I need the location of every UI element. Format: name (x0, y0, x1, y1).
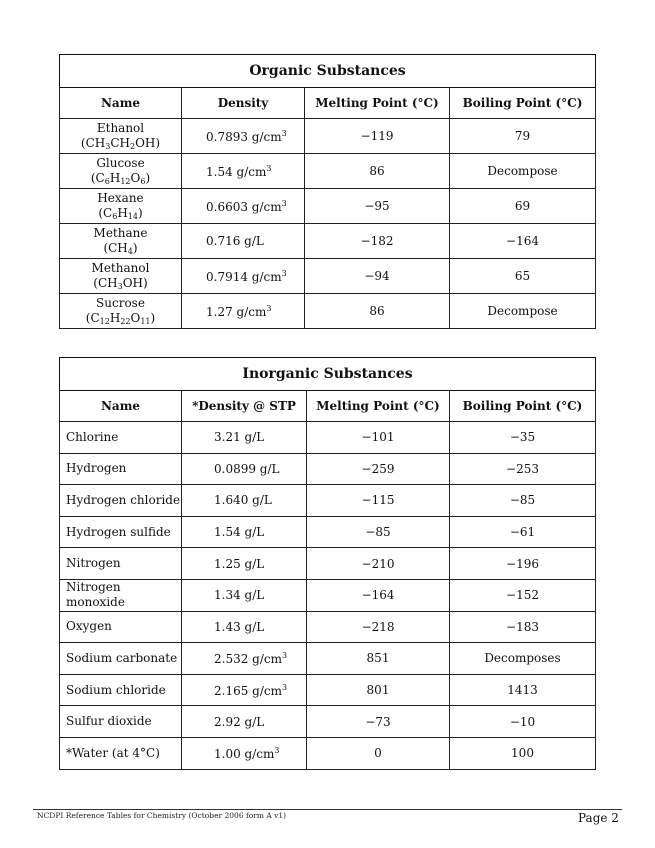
density-value: 2.165 g/cm (214, 683, 282, 698)
formula-text: (CH (103, 240, 128, 255)
boiling-point-cell: −196 (450, 548, 596, 580)
organic-density-cell (182, 224, 305, 259)
density-unit-exponent: 3 (281, 268, 287, 278)
boiling-point-cell: −183 (450, 611, 596, 643)
chemical-formula (98, 206, 142, 220)
table-row (60, 453, 596, 485)
chemical-formula (93, 276, 147, 290)
inorganic-density-cell (182, 422, 307, 454)
melting-point-cell: −210 (307, 548, 450, 580)
table-row (60, 737, 596, 769)
formula-subscript: 12 (120, 176, 131, 186)
inorganic-table-title: Inorganic Substances (60, 358, 596, 391)
melting-point-cell: 86 (305, 294, 450, 329)
inorganic-density-cell (182, 737, 307, 769)
substance-name: Glucose (96, 155, 145, 170)
density-unit-exponent: 3 (282, 650, 288, 660)
organic-density-cell (182, 294, 305, 329)
inorganic-density-cell (182, 674, 307, 706)
boiling-point-cell: −35 (450, 422, 596, 454)
substance-name: Chlorine (60, 422, 182, 454)
table-row (60, 294, 596, 329)
boiling-point-cell: 69 (450, 189, 596, 224)
chemical-formula (81, 136, 160, 150)
substance-name: Hexane (97, 190, 144, 205)
melting-point-cell: 0 (307, 737, 450, 769)
density-value: 0.7893 g/cm (206, 129, 282, 144)
inorganic-density-cell (182, 579, 307, 611)
formula-text: ) (145, 170, 151, 185)
melting-point-cell: −164 (307, 579, 450, 611)
organic-header-name: Name (60, 88, 182, 119)
inorganic-density-cell (182, 643, 307, 675)
density-value: 0.6603 g/cm (206, 199, 282, 214)
formula-text: (C (85, 310, 100, 325)
table-row (60, 259, 596, 294)
density-value: 1.34 g/L (214, 588, 265, 603)
chemical-formula (91, 171, 150, 185)
melting-point-cell: 851 (307, 643, 450, 675)
boiling-point-cell: −61 (450, 516, 596, 548)
formula-text: H (109, 170, 121, 185)
chemical-formula (103, 241, 137, 255)
formula-subscript: 6 (140, 176, 146, 186)
organic-name-cell (60, 224, 182, 259)
formula-text: ) (132, 240, 138, 255)
organic-header-melting-point: Melting Point (°C) (305, 88, 450, 119)
formula-subscript: 12 (99, 316, 110, 326)
formula-text: O (130, 170, 141, 185)
table-row (60, 485, 596, 517)
melting-point-cell: −259 (307, 453, 450, 485)
density-value: 0.716 g/L (206, 234, 264, 248)
boiling-point-cell: 100 (450, 737, 596, 769)
organic-name-cell (60, 189, 182, 224)
substance-name: Sodium carbonate (60, 643, 182, 675)
boiling-point-cell: 1413 (450, 674, 596, 706)
formula-text: O (130, 310, 141, 325)
inorganic-density-cell (182, 611, 307, 643)
boiling-point-cell: 65 (450, 259, 596, 294)
boiling-point-cell: −10 (450, 706, 596, 738)
density-unit-exponent: 3 (274, 745, 280, 755)
formula-subscript: 2 (130, 141, 136, 151)
organic-name-cell (60, 154, 182, 189)
density-unit-exponent: 3 (266, 163, 272, 173)
density-value: 3.21 g/L (214, 430, 265, 445)
boiling-point-cell: −152 (450, 579, 596, 611)
formula-text: ) (137, 205, 143, 220)
substance-name: Oxygen (60, 611, 182, 643)
formula-subscript: 11 (140, 316, 151, 326)
table-row (60, 643, 596, 675)
density-unit-exponent: 3 (282, 682, 288, 692)
inorganic-substances-table (59, 357, 596, 770)
inorganic-density-cell (182, 485, 307, 517)
boiling-point-cell: Decomposes (450, 643, 596, 675)
melting-point-cell: −182 (305, 224, 450, 259)
density-value: 0.0899 g/L (214, 461, 280, 476)
organic-density-cell (182, 119, 305, 154)
page-number: Page 2 (578, 811, 619, 825)
density-value: 1.54 g/L (214, 525, 265, 540)
density-unit-exponent: 3 (266, 303, 272, 313)
inorganic-header-melting-point: Melting Point (°C) (307, 391, 450, 422)
density-value: 1.43 g/L (214, 619, 265, 634)
formula-subscript: 6 (104, 176, 110, 186)
melting-point-cell: −119 (305, 119, 450, 154)
formula-text: OH) (122, 275, 148, 290)
formula-subscript: 3 (105, 141, 111, 151)
table-row (60, 224, 596, 259)
melting-point-cell: −73 (307, 706, 450, 738)
formula-subscript: 6 (112, 211, 118, 221)
density-value: 1.27 g/cm (206, 304, 267, 319)
organic-name-cell (60, 259, 182, 294)
substance-name: Hydrogen chloride (60, 485, 182, 517)
formula-text: CH (110, 135, 130, 150)
formula-text: ) (150, 310, 156, 325)
boiling-point-cell: −85 (450, 485, 596, 517)
formula-text: OH) (135, 135, 161, 150)
formula-subscript: 4 (127, 246, 133, 256)
table-row (60, 119, 596, 154)
table-row (60, 516, 596, 548)
table-row (60, 189, 596, 224)
melting-point-cell: −115 (307, 485, 450, 517)
inorganic-density-cell (182, 548, 307, 580)
boiling-point-cell: 79 (450, 119, 596, 154)
table-row (60, 706, 596, 738)
inorganic-density-cell (182, 453, 307, 485)
melting-point-cell: −101 (307, 422, 450, 454)
inorganic-header-boiling-point: Boiling Point (°C) (450, 391, 596, 422)
boiling-point-cell: Decompose (450, 154, 596, 189)
formula-text: (CH (93, 275, 118, 290)
density-value: 1.640 g/L (214, 493, 272, 508)
substance-name: Sucrose (96, 295, 145, 310)
formula-subscript: 3 (117, 281, 123, 291)
formula-text: (C (98, 205, 113, 220)
substance-name: Sulfur dioxide (60, 706, 182, 738)
substance-name: Sodium chloride (60, 674, 182, 706)
formula-text: (C (90, 170, 105, 185)
substance-name: *Water (at 4°C) (60, 737, 182, 769)
organic-header-density: Density (182, 88, 305, 119)
melting-point-cell: 801 (307, 674, 450, 706)
organic-table-title: Organic Substances (60, 55, 596, 88)
melting-point-cell: −218 (307, 611, 450, 643)
density-unit-exponent: 3 (281, 198, 287, 208)
inorganic-header-density: *Density @ STP (182, 391, 307, 422)
footer-source-note: NCDPI Reference Tables for Chemistry (October 2006 form A v1) (37, 811, 287, 820)
organic-density-cell (182, 154, 305, 189)
melting-point-cell: −94 (305, 259, 450, 294)
formula-text: H (109, 310, 121, 325)
organic-name-cell (60, 294, 182, 329)
formula-text: H (117, 205, 128, 220)
chemical-formula (86, 311, 155, 325)
density-value: 1.25 g/L (214, 556, 265, 571)
formula-subscript: 22 (120, 316, 131, 326)
density-unit-exponent: 3 (281, 128, 287, 138)
inorganic-density-cell (182, 516, 307, 548)
formula-text: (CH (80, 135, 106, 150)
footer-divider (33, 809, 622, 810)
density-value: 2.92 g/L (214, 714, 265, 729)
organic-density-cell (182, 259, 305, 294)
boiling-point-cell: −253 (450, 453, 596, 485)
table-row (60, 422, 596, 454)
inorganic-density-cell (182, 706, 307, 738)
melting-point-cell: −95 (305, 189, 450, 224)
density-value: 2.532 g/cm (214, 651, 282, 666)
melting-point-cell: −85 (307, 516, 450, 548)
substance-name: Methanol (91, 260, 150, 275)
density-value: 1.00 g/cm (214, 746, 275, 761)
substance-name: Nitrogen (60, 548, 182, 580)
table-row (60, 548, 596, 580)
boiling-point-cell: Decompose (450, 294, 596, 329)
organic-header-boiling-point: Boiling Point (°C) (450, 88, 596, 119)
boiling-point-cell: −164 (450, 224, 596, 259)
substance-name: Nitrogen monoxide (60, 579, 182, 611)
formula-subscript: 14 (127, 211, 138, 221)
organic-substances-table (59, 54, 596, 329)
table-row (60, 154, 596, 189)
table-row (60, 674, 596, 706)
substance-name: Hydrogen (60, 453, 182, 485)
inorganic-header-name: Name (60, 391, 182, 422)
substance-name: Hydrogen sulfide (60, 516, 182, 548)
density-value: 1.54 g/cm (206, 164, 267, 179)
table-row (60, 579, 596, 611)
substance-name: Methane (93, 225, 148, 240)
melting-point-cell: 86 (305, 154, 450, 189)
table-row (60, 611, 596, 643)
organic-name-cell (60, 119, 182, 154)
density-value: 0.7914 g/cm (206, 269, 282, 284)
organic-density-cell (182, 189, 305, 224)
substance-name: Ethanol (96, 120, 145, 135)
